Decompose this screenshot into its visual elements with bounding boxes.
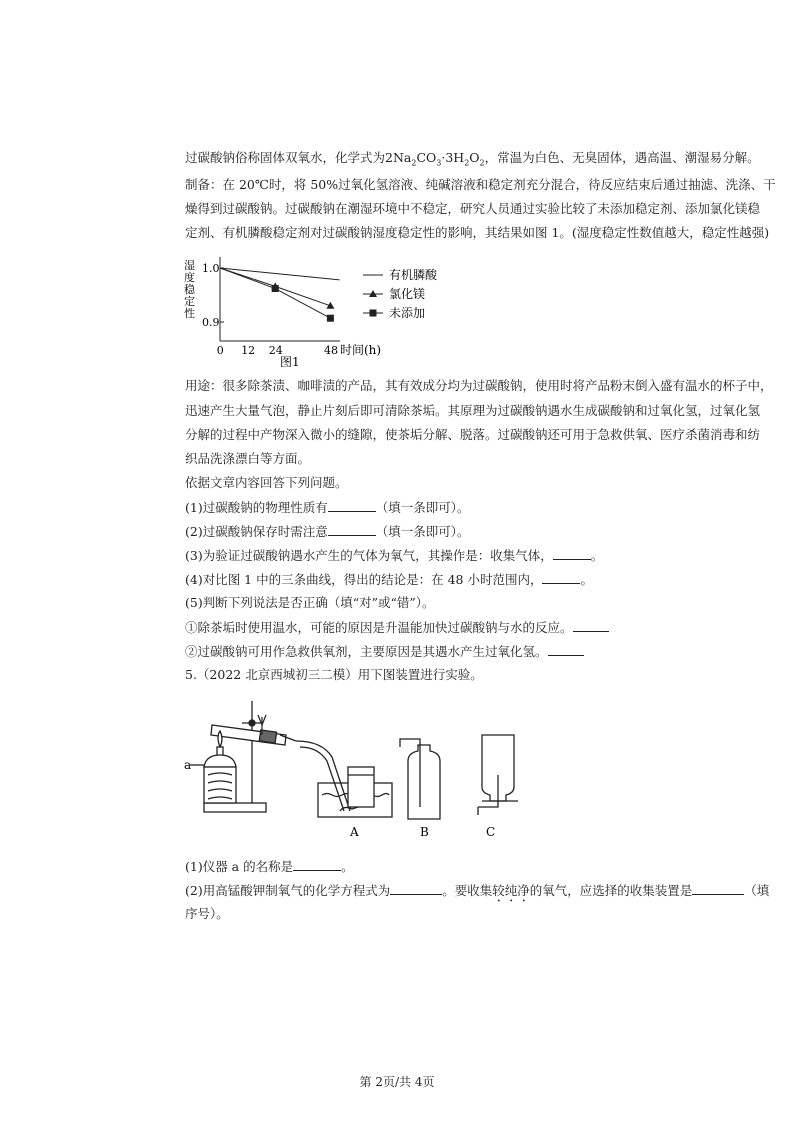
- y-axis-title-char: 度: [184, 271, 195, 284]
- intro-line-1: [185, 148, 760, 174]
- answer-blank-q5b[interactable]: [548, 641, 584, 656]
- problem-5-header: 5.（2022 北京西城初三二模）用下图装置进行实验。: [185, 667, 483, 682]
- problem-5-question-2-cont: 序号）。: [185, 906, 229, 921]
- gas-bottle-b: [400, 739, 440, 819]
- series-line: [220, 268, 330, 318]
- x-tick-label: 12: [241, 344, 256, 357]
- chemical-formula: $2Na_2CO_3\cdot 3H_2O_2$: [385, 150, 485, 168]
- emphasized-text: 较纯净: [492, 883, 530, 898]
- usage-line-3: 分解的过程中产物深入微小的缝隙，使茶垢分解、脱落。过碳酸钠还可用于急救供氧、医疗杀菌消毒和纺: [185, 427, 761, 442]
- question-5a: ①除茶垢时使用温水，可能的原因是升温能加快过碳酸钠与水的反应。: [185, 617, 609, 638]
- answer-blank-q2[interactable]: [328, 521, 376, 536]
- prep-line-1: 制备：在 20℃时，将 50%过氧化氢溶液、纯碱溶液和稳定剂充分混合，待反应结束后通过抽滤、洗涤、干: [185, 177, 776, 192]
- answer-blank-p5q2-equation[interactable]: [390, 880, 442, 895]
- answer-blank-q3[interactable]: [553, 545, 591, 560]
- answer-blank-q1[interactable]: [328, 497, 376, 512]
- label-B: B: [420, 825, 429, 839]
- alcohol-lamp: [190, 731, 236, 803]
- answer-blank-p5q2-device[interactable]: [692, 880, 744, 895]
- usage-line-4: 织品洗涤漂白等方面。: [185, 451, 311, 466]
- question-3: (3)为验证过碳酸钠遇水产生的气体为氧气，其操作是：收集气体， 。: [185, 545, 603, 566]
- question-2: (2)过碳酸钠保存时需注意 （填一条即可）。: [185, 521, 469, 542]
- answer-blank-p5q1[interactable]: [293, 856, 341, 871]
- label-a: a: [184, 758, 192, 772]
- x-tick-label: 48: [324, 344, 338, 357]
- apparatus-diagram: [182, 695, 542, 845]
- prep-line-2: 燥得到过碳酸钠。过碳酸钠在潮湿环境中不稳定，研究人员通过实验比较了未添加稳定剂、添加氯化镁稳: [185, 201, 761, 216]
- question-1: (1)过碳酸钠的物理性质有 （填一条即可）。: [185, 497, 469, 518]
- water-trough-a: [318, 767, 392, 817]
- legend-label: 有机膦酸: [389, 268, 438, 282]
- y-axis-title-char: 湿: [184, 259, 195, 272]
- usage-line-2: 迅速产生大量气泡，静止片刻后即可清除茶垢。其原理为过碳酸钠遇水生成碳酸钠和过氧化氢，过氧化氢: [185, 403, 761, 418]
- y-tick-label: 1.0: [202, 262, 220, 275]
- intro-text: 过碳酸钠俗称固体双氧水，化学式为: [185, 150, 386, 165]
- legend-label: 氯化镁: [389, 287, 426, 301]
- intro-text-post: ，常温为白色、无臭固体，遇高温、潮湿易分解。: [484, 150, 760, 165]
- answer-blank-q5a[interactable]: [573, 617, 609, 632]
- label-C: C: [486, 825, 496, 839]
- usage-line-1: 用途：很多除茶渍、咖啡渍的产品，其有效成分均为过碳酸钠，使用时将产品粉末倒入盛有温水的杯子中，: [185, 378, 773, 393]
- x-axis-title: 时间(h): [340, 343, 382, 357]
- data-point-square: [327, 315, 334, 322]
- questions-lead: 依据文章内容回答下列问题。: [185, 475, 348, 490]
- legend-marker-square: [370, 310, 377, 317]
- stability-chart: [180, 255, 450, 370]
- prep-line-3: 定剂、有机膦酸稳定剂对过碳酸钠湿度稳定性的影响，其结果如图 1。(湿度稳定性数值越大，稳定性越强): [185, 225, 770, 240]
- x-tick-label: 0: [216, 344, 224, 357]
- problem-5-question-2: (2)用高锰酸钾制氧气的化学方程式为 。要收集较纯净的氧气，应选择的收集装置是 （填: [185, 880, 769, 905]
- legend-label: 未添加: [389, 306, 426, 320]
- question-4: (4)对比图 1 中的三条曲线，得出的结论是：在 48 小时范围内， 。: [185, 569, 593, 590]
- x-tick-label: 24: [268, 344, 283, 357]
- problem-5-question-1: (1)仪器 a 的名称是 。: [185, 856, 354, 877]
- y-axis-title-char: 稳: [184, 283, 195, 296]
- y-tick-label: 0.9: [202, 316, 220, 329]
- y-axis-title-char: 定: [184, 295, 195, 308]
- test-tube: [211, 725, 296, 745]
- y-axis-title-char: 性: [184, 307, 195, 320]
- question-5: (5)判断下列说法是否正确（填“对”或“错”）。: [185, 595, 435, 610]
- delivery-tube: [296, 741, 350, 811]
- y-axis-label: [184, 259, 196, 320]
- gas-bottle-c: [478, 735, 518, 815]
- figure-caption: 图1: [280, 355, 300, 369]
- page-footer: 第 2页/共 4页: [359, 1075, 435, 1089]
- question-5b: ②过碳酸钠可用作急救供氧剂，主要原因是其遇水产生过氧化氢。: [185, 641, 584, 662]
- label-A: A: [350, 825, 359, 839]
- data-point-square: [272, 285, 279, 292]
- answer-blank-q4[interactable]: [542, 569, 580, 584]
